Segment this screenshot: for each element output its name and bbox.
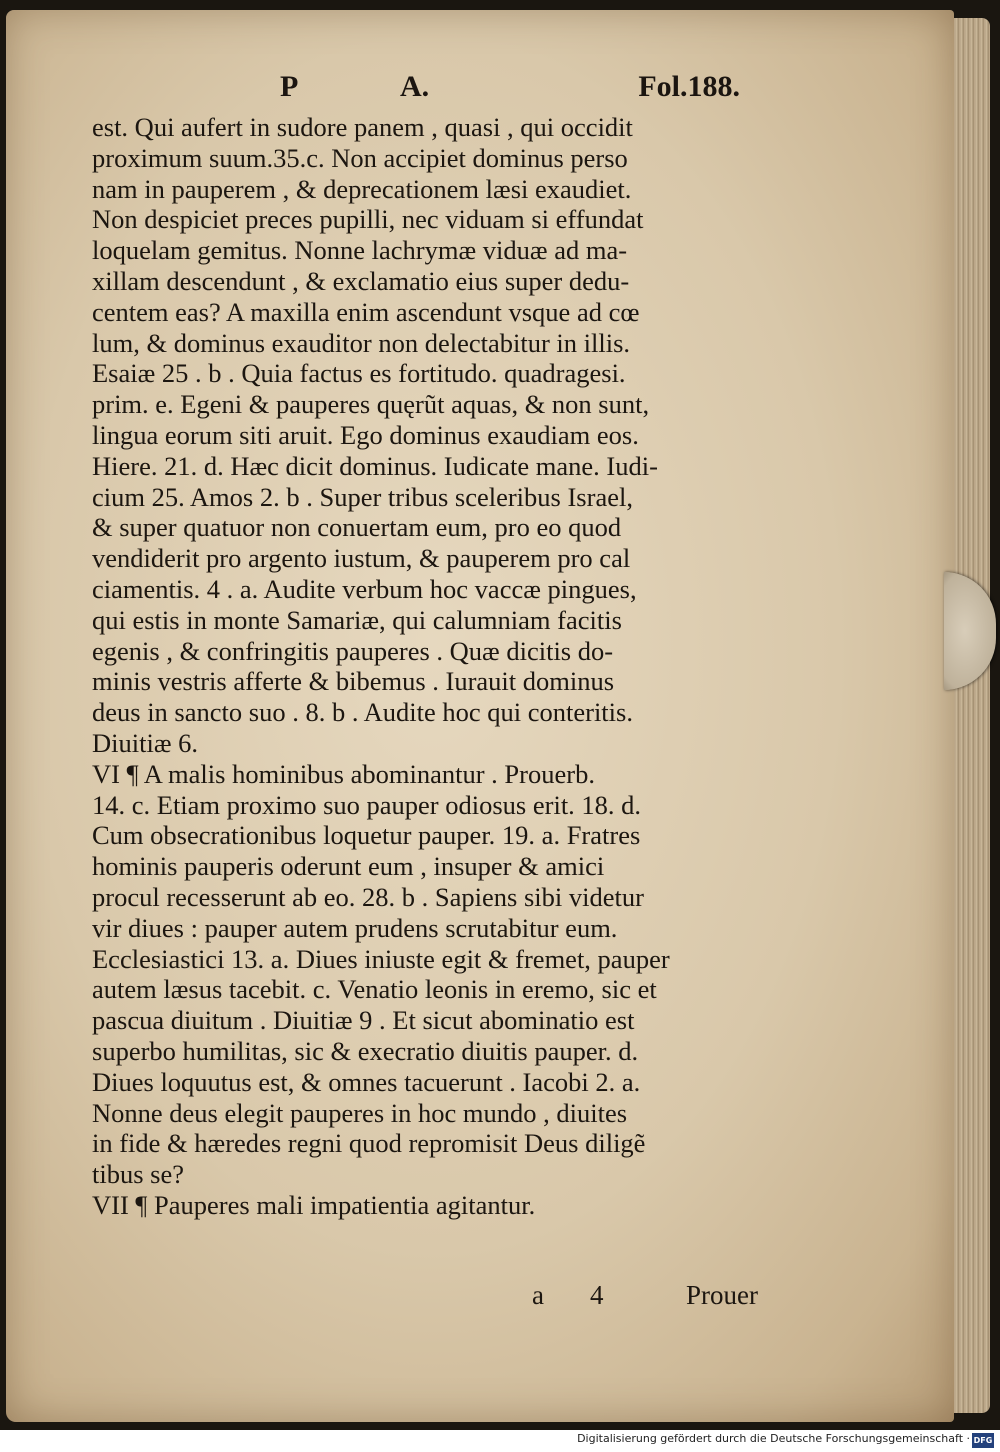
- header-center: A.: [400, 70, 430, 103]
- text-line: centem eas? A maxilla enim ascendunt vsque ad cœ: [92, 296, 640, 327]
- body-text: [92, 112, 792, 1221]
- text-line: Ecclesiastici 13. a. Diues iniuste egit & fremet, pauper: [92, 943, 670, 974]
- running-header: [280, 70, 740, 110]
- text-line: Diuitiæ 6.: [92, 727, 199, 758]
- text-line: cium 25. Amos 2. b . Super tribus sceleribus Israel,: [92, 481, 633, 512]
- text-line: procul recesserunt ab eo. 28. b . Sapiens sibi videtur: [92, 881, 644, 912]
- text-line: Non despiciet preces pupilli, nec viduam si effundat: [92, 204, 644, 235]
- text-line: Hiere. 21. d. Hæc dicit dominus. Iudicate mane. Iudi-: [92, 450, 658, 481]
- text-line: lingua eorum siti aruit. Ego dominus exaudiam eos.: [92, 419, 639, 450]
- header-left: P: [280, 70, 299, 103]
- text-line: egenis , & confringitis pauperes . Quæ dicitis do-: [92, 635, 614, 666]
- text-line: minis vestris afferte & bibemus . Iurauit dominus: [92, 666, 615, 697]
- signature-number: 4: [590, 1280, 604, 1310]
- text-line: VI ¶ A malis hominibus abominantur . Prouerb.: [92, 758, 595, 789]
- text-line: proximum suum.35.c. Non accipiet dominus perso: [92, 142, 628, 173]
- text-line: tibus se?: [92, 1159, 184, 1190]
- text-line: Cum obsecrationibus loquetur pauper. 19. a. Fratres: [92, 820, 641, 851]
- text-line: pascua diuitum . Diuitiæ 9 . Et sicut abominatio est: [92, 1005, 635, 1036]
- text-line: hominis pauperis oderunt eum , insuper & amici: [92, 851, 605, 882]
- text-line: nam in pauperem , & deprecationem læsi exaudiet.: [92, 173, 632, 204]
- text-line: in fide & hæredes regni quod repromisit Deus diligẽ: [92, 1128, 646, 1159]
- text-line: ciamentis. 4 . a. Audite verbum hoc vaccæ pingues,: [92, 573, 637, 604]
- text-line: deus in sancto suo . 8. b . Audite hoc qui conteritis.: [92, 697, 633, 728]
- text-line: vendiderit pro argento iustum, & pauperem pro cal: [92, 543, 631, 574]
- text-line: lum, & dominus exauditor non delectabitur in illis.: [92, 327, 631, 358]
- signature-mark: a: [532, 1280, 544, 1310]
- text-line: superbo humilitas, sic & execratio diuitis pauper. d.: [92, 1035, 639, 1066]
- digitization-credit: Digitalisierung gefördert durch die Deutsche Forschungsgemeinschaft ·: [577, 1432, 970, 1445]
- text-line: vir diues : pauper autem prudens scrutabitur eum.: [92, 912, 618, 943]
- book-page-edges: [950, 18, 990, 1413]
- text-line: prim. e. Egeni & pauperes quęrũt aquas, & non sunt,: [92, 389, 650, 420]
- text-line: & super quatuor non conuertam eum, pro eo quod: [92, 512, 622, 543]
- catchword: Prouer: [686, 1280, 758, 1310]
- dfg-logo: DFG: [972, 1433, 994, 1448]
- text-line: autem læsus tacebit. c. Venatio leonis in eremo, sic et: [92, 974, 657, 1005]
- text-line: loquelam gemitus. Nonne lachrymæ viduæ ad ma-: [92, 235, 628, 266]
- text-line: xillam descendunt , & exclamatio eius super dedu-: [92, 265, 630, 296]
- text-line: Esaiæ 25 . b . Quia factus es fortitudo. quadragesi.: [92, 358, 626, 389]
- text-line: Diues loquutus est, & omnes tacuerunt . Iacobi 2. a.: [92, 1066, 641, 1097]
- folio-number: Fol.188.: [638, 70, 740, 103]
- text-line: VII ¶ Pauperes mali impatientia agitantur.: [92, 1189, 536, 1220]
- text-line: qui estis in monte Samariæ, qui calumniam facitis: [92, 604, 622, 635]
- text-line: Nonne deus elegit pauperes in hoc mundo , diuites: [92, 1097, 628, 1128]
- text-line: est. Qui aufert in sudore panem , quasi , qui occidit: [92, 112, 633, 142]
- text-line: 14. c. Etiam proximo suo pauper odiosus erit. 18. d.: [92, 789, 642, 820]
